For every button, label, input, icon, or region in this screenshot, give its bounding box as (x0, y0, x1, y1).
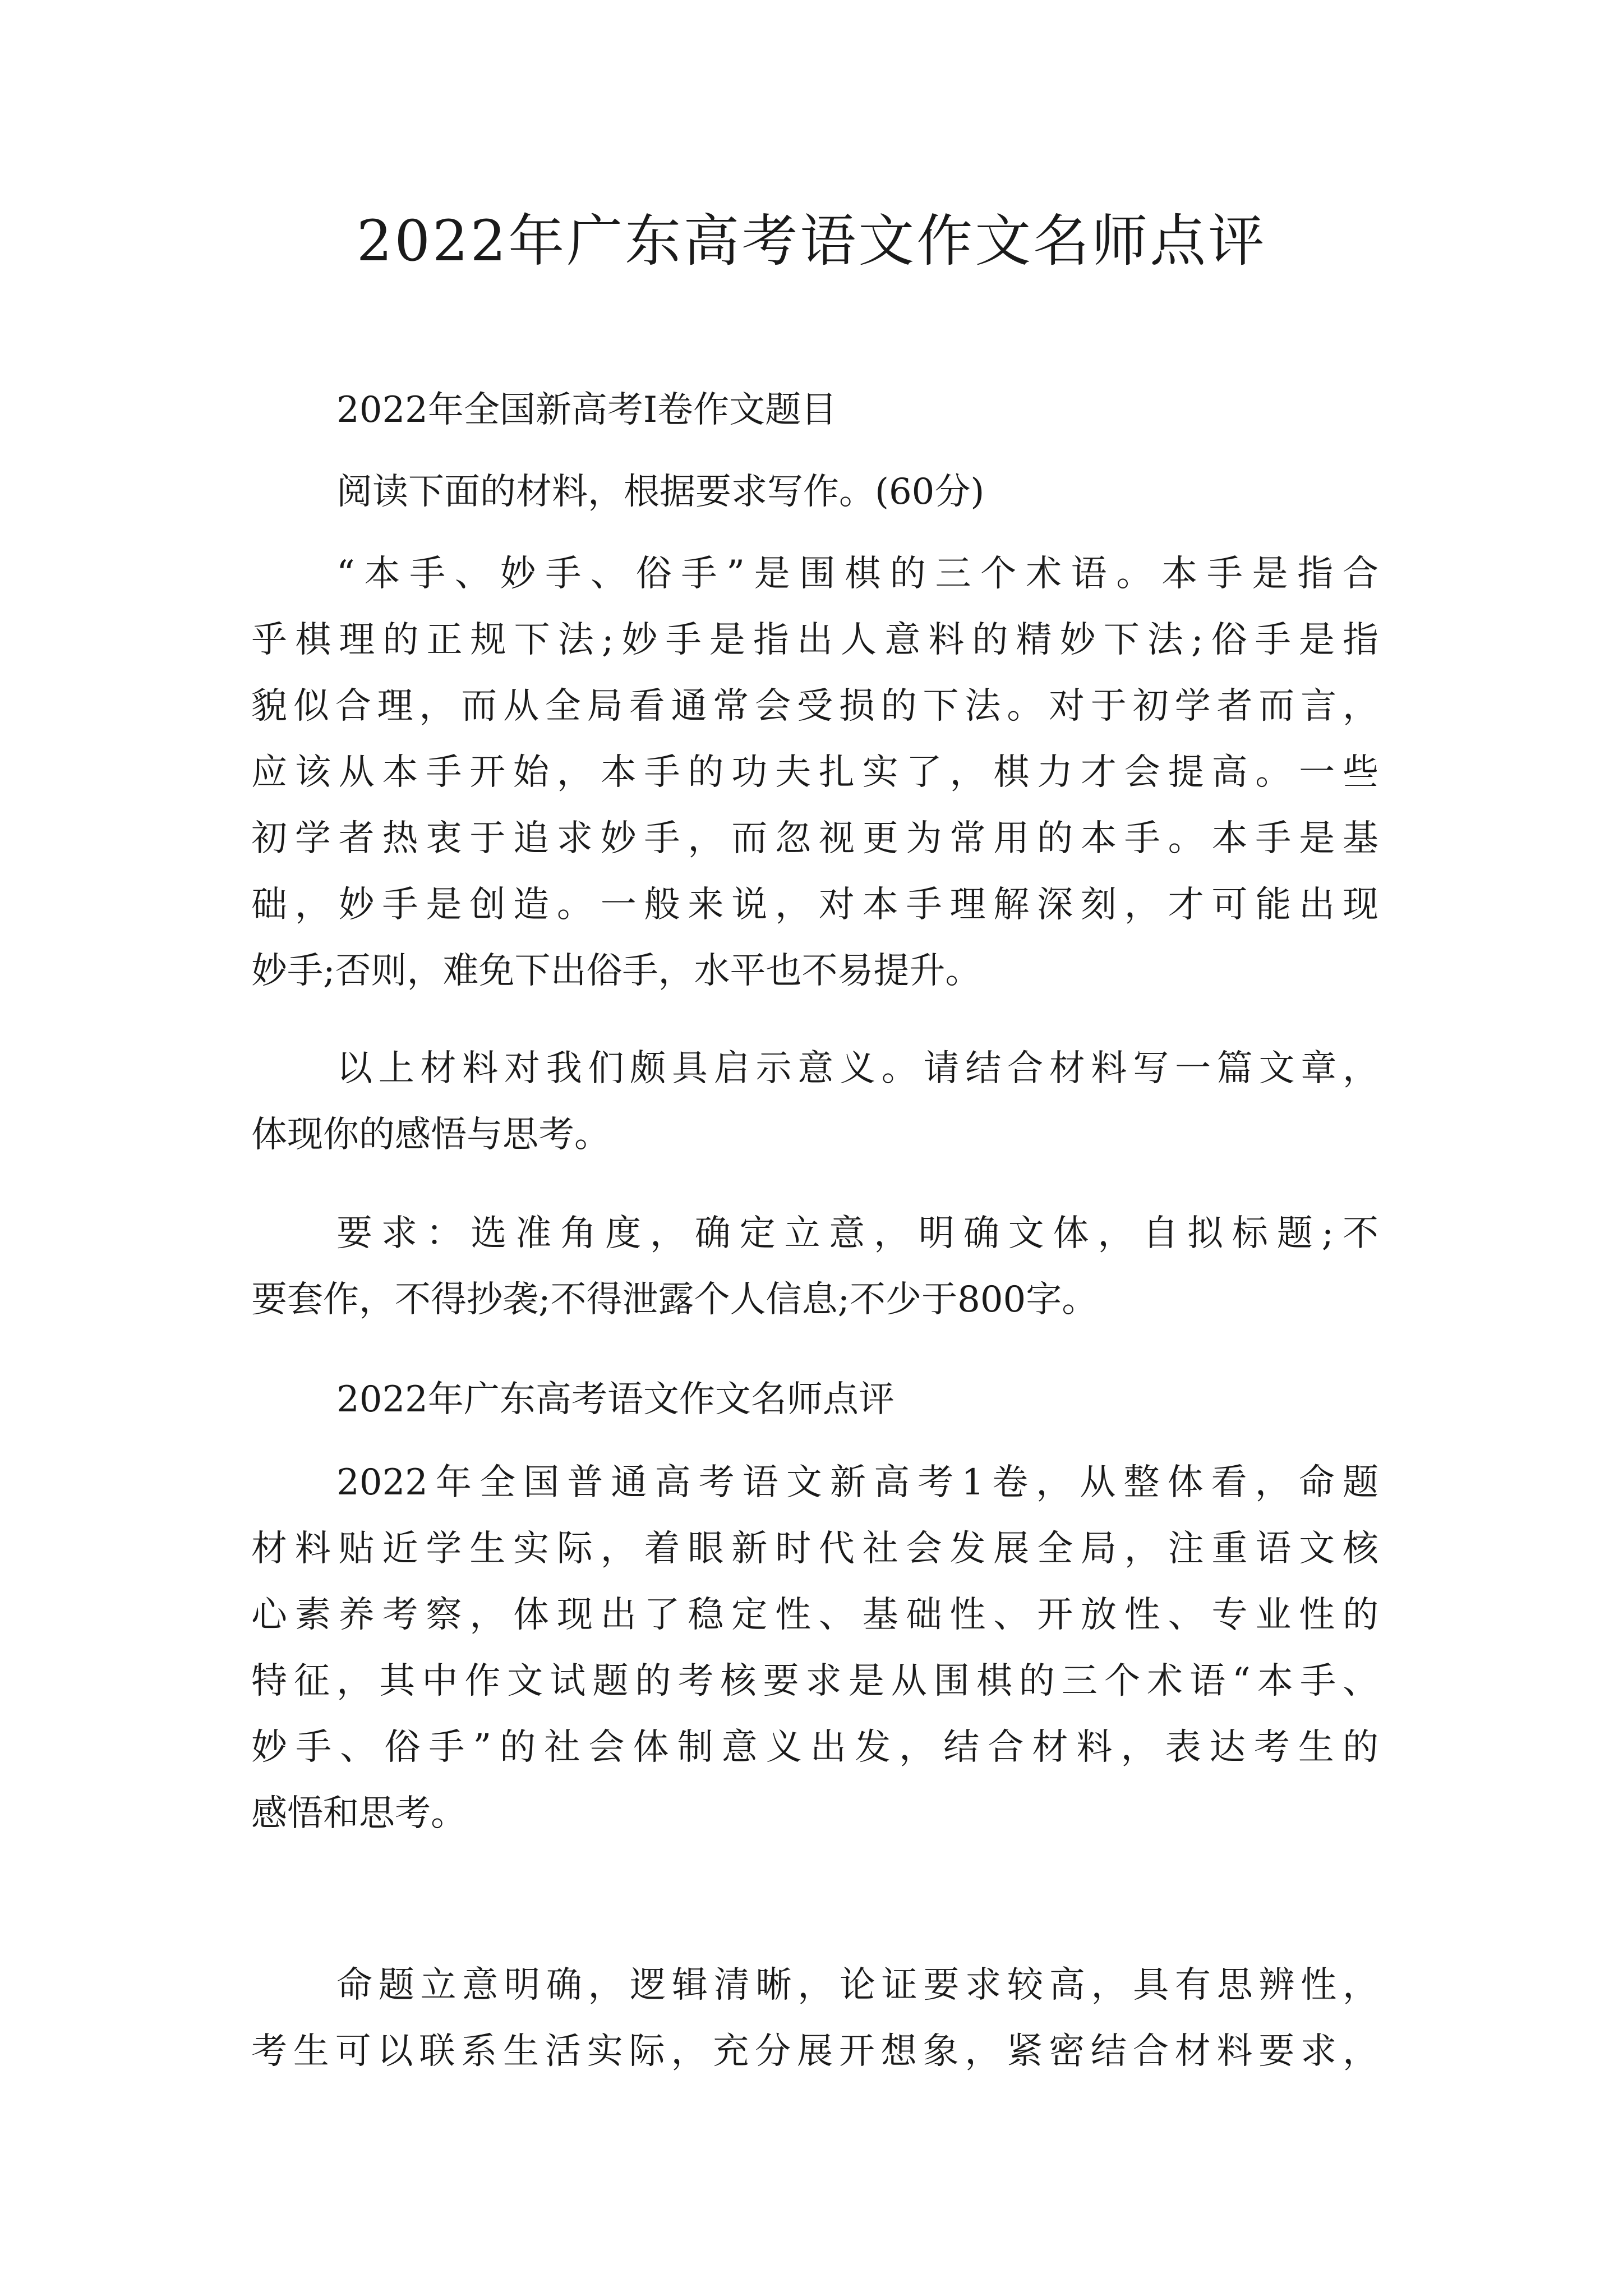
text-line: 要求：选准角度，确定立意，明确文体，自拟标题;不 (336, 1213, 1378, 1254)
text-line: 础，妙手是创造。一般来说，对本手理解深刻，才可能出现 (251, 884, 1378, 926)
text-line: 心素养考察，体现出了稳定性、基础性、开放性、专业性的 (251, 1594, 1378, 1636)
paragraph-instruction (251, 459, 1378, 525)
text-line: 初学者热衷于追求妙手，而忽视更为常用的本手。本手是基 (251, 818, 1378, 859)
text-line: 考生可以联系生活实际，充分展开想象，紧密结合材料要求， (251, 2031, 1378, 2072)
paragraph-task (251, 1036, 1378, 1168)
text-line: 2022年全国新高考Ⅰ卷作文题目 (336, 389, 837, 431)
text-line: 应该从本手开始，本手的功夫扎实了，棋力才会提高。一些 (251, 752, 1378, 793)
paragraph-material (251, 541, 1378, 1004)
text-line: 2022年全国普通高考语文新高考1卷，从整体看，命题 (336, 1462, 1378, 1503)
paragraph-exam-heading (251, 377, 1378, 443)
document-title: 2022年广东高考语文作文名师点评 (356, 208, 1267, 274)
text-line: 命题立意明确，逻辑清晰，论证要求较高，具有思辨性， (336, 1964, 1378, 2006)
paragraph-requirements (251, 1200, 1378, 1333)
text-line: 体现你的感悟与思考。 (251, 1114, 610, 1156)
text-line: 貌似合理，而从全局看通常会受损的下法。对于初学者而言， (251, 685, 1378, 727)
paragraph-commentary-analysis (251, 1952, 1378, 2085)
text-line: 以上材料对我们颇具启示意义。请结合材料写一篇文章， (336, 1048, 1378, 1089)
text-line: 阅读下面的材料，根据要求写作。(60分) (336, 471, 985, 513)
text-line: 2022年广东高考语文作文名师点评 (336, 1379, 895, 1420)
text-line: 材料贴近学生实际，着眼新时代社会发展全局，注重语文核 (251, 1528, 1378, 1570)
text-line: 妙手;否则，难免下出俗手，水平也不易提升。 (251, 950, 981, 992)
text-line: 乎棋理的正规下法;妙手是指出人意料的精妙下法;俗手是指 (251, 619, 1378, 661)
text-line: 妙手、俗手”的社会体制意义出发，结合材料，表达考生的 (251, 1727, 1378, 1768)
text-line: “本手、妙手、俗手”是围棋的三个术语。本手是指合 (336, 553, 1378, 595)
paragraph-commentary-body (251, 1450, 1378, 1847)
text-line: 特征，其中作文试题的考核要求是从围棋的三个术语“本手、 (251, 1660, 1378, 1702)
paragraph-commentary-heading (251, 1366, 1378, 1433)
text-line: 感悟和思考。 (251, 1793, 467, 1834)
text-line: 要套作，不得抄袭;不得泄露个人信息;不少于800字。 (251, 1279, 1098, 1320)
